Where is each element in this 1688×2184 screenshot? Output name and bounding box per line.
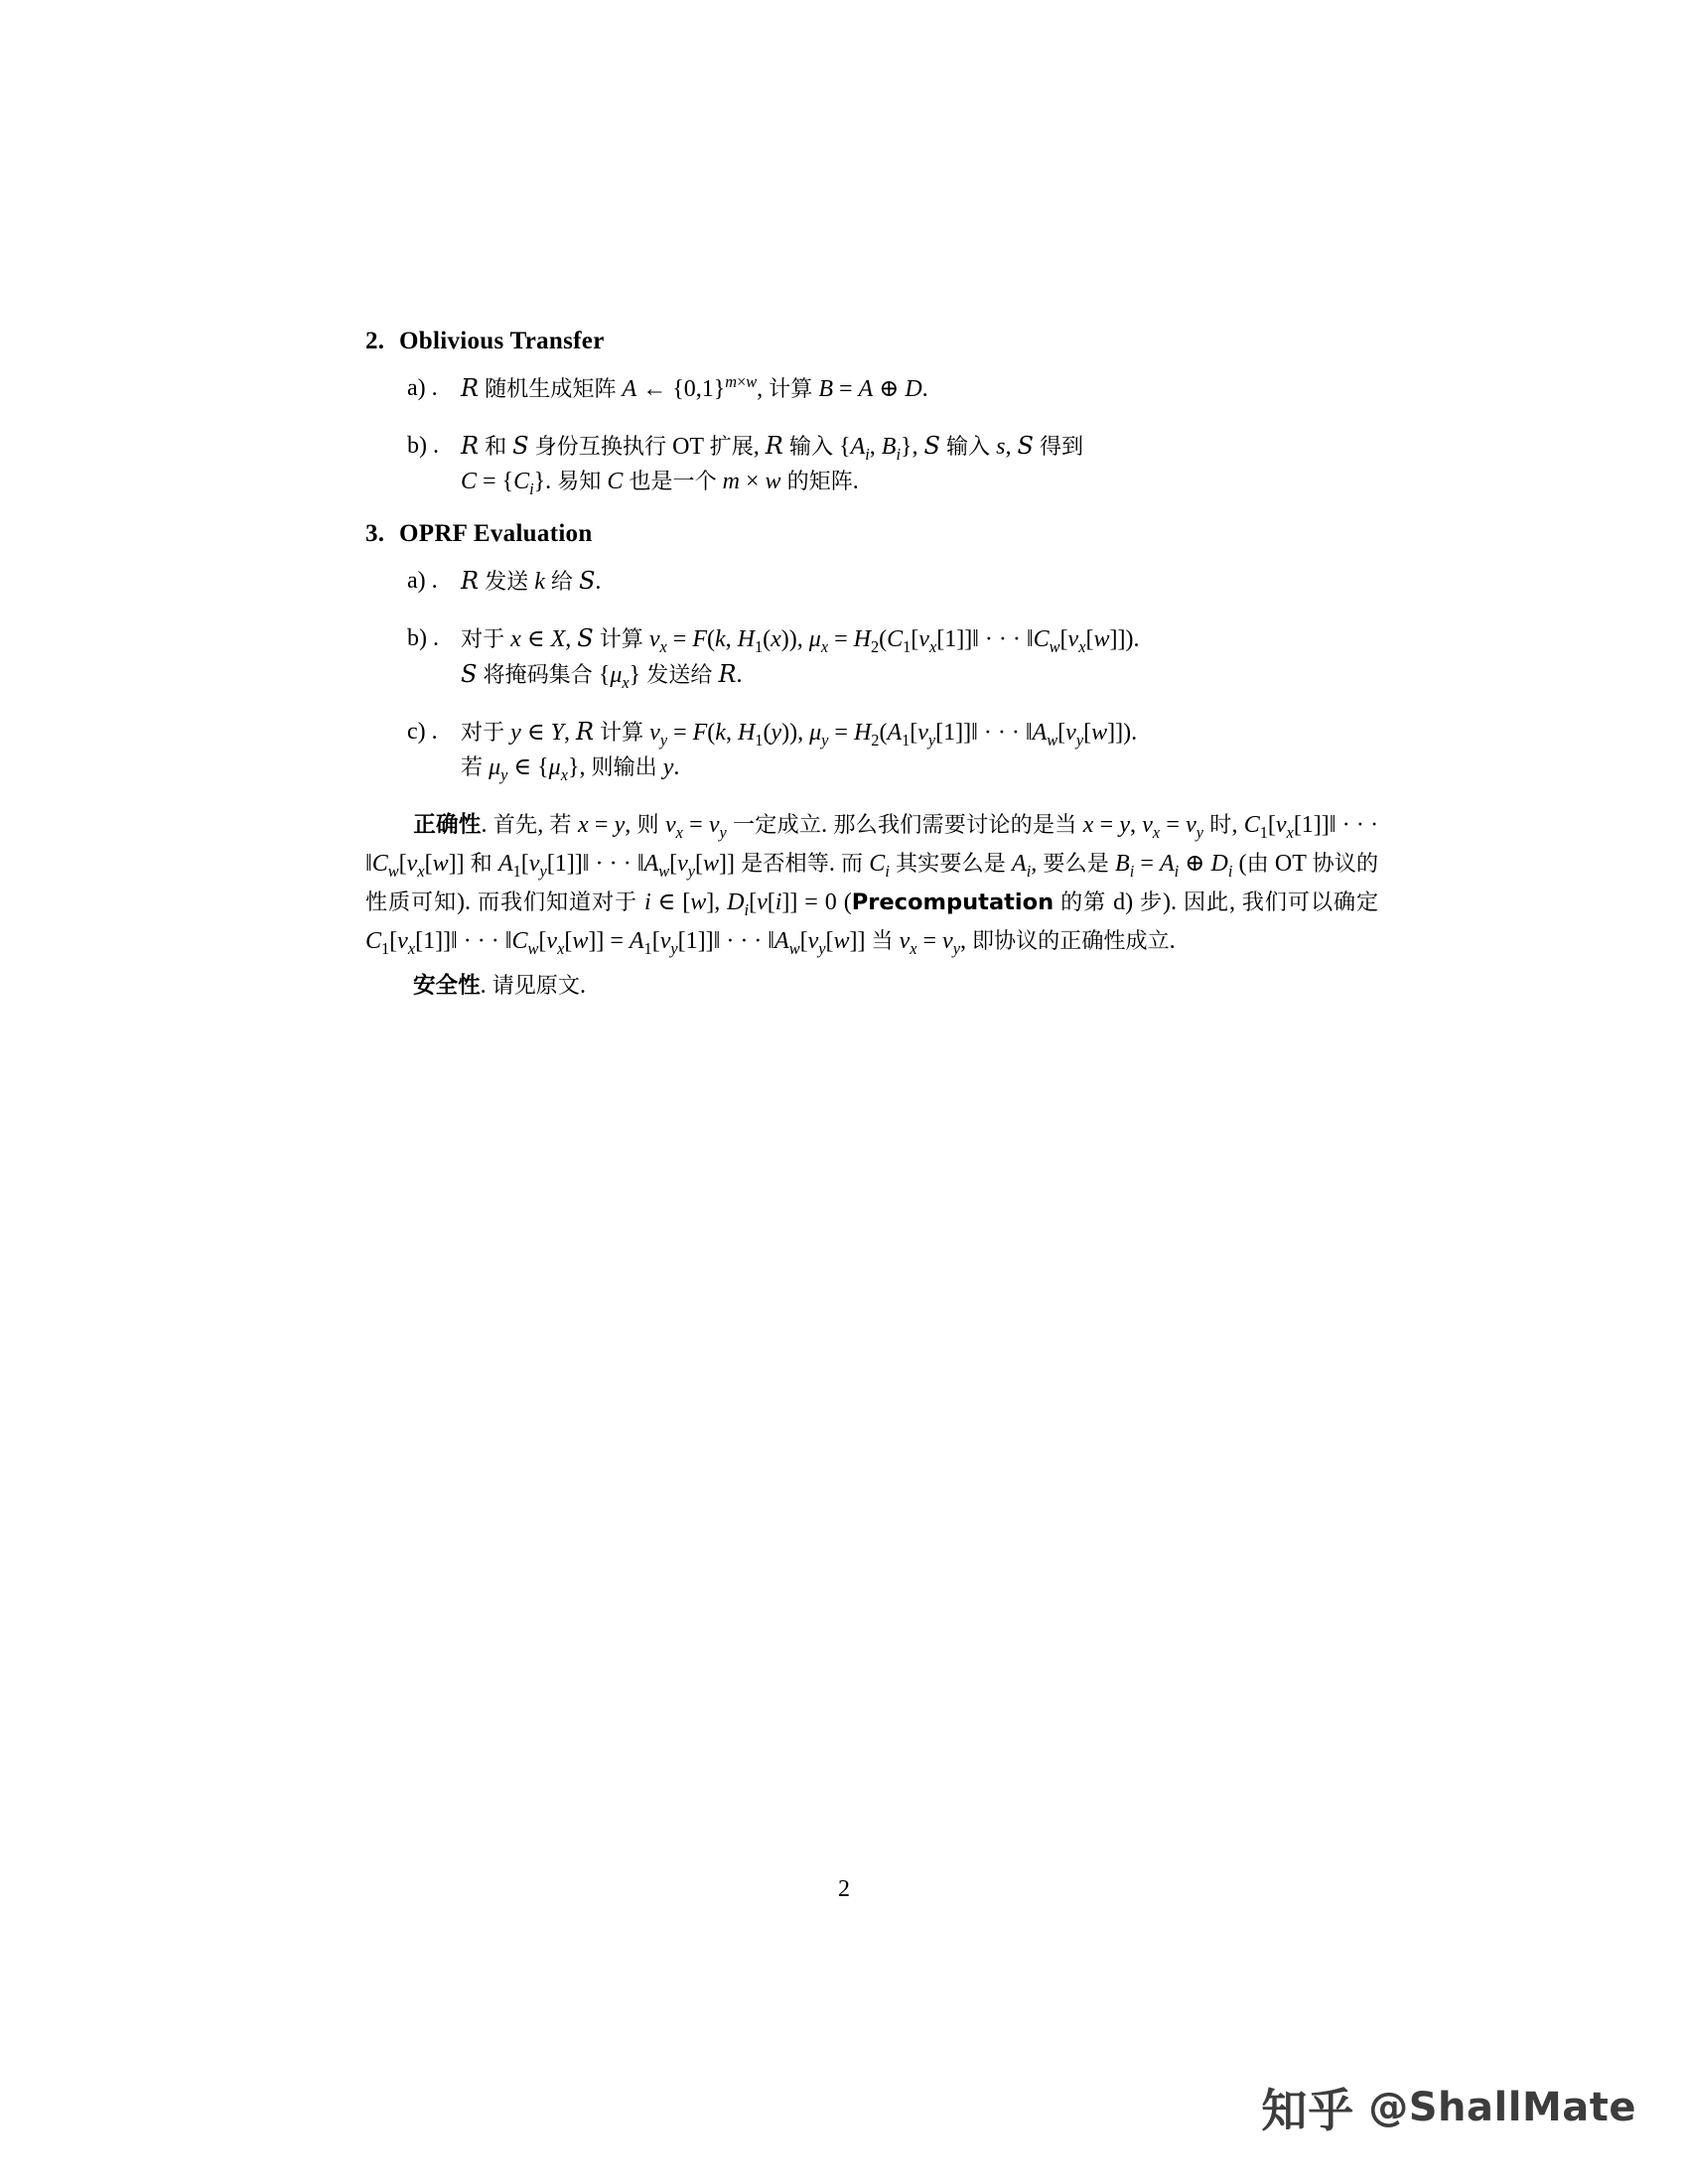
list-item-text: R 和 S 身份互换执行 OT 扩展, R 输入 {$A_i$, $B_i$}, S 输入 s, S 得到 $C = \{C_i\}$. 易知 C 也是一个 m × w 的矩阵. (461, 431, 1084, 498)
list-item (365, 371, 1378, 407)
list-item-text: R 发送 k 给 S. (461, 567, 602, 596)
list-item-label: a) . (407, 375, 438, 401)
list-item-label: b) . (407, 432, 439, 459)
paragraph-lead: 安全性 (413, 972, 481, 999)
list-item-label: a) . (407, 568, 438, 595)
section-heading (365, 520, 1378, 548)
list-item (365, 715, 1378, 785)
list-item-text: 对于 x ∈ X, S 计算 $v_x = F(k$, $H_1(x)$), $\mu_x$ = $H_2(C_1[v_x[1]]‖$ · · · $‖C_w[v_x[w]]$). S 将掩码集合 $\{\mu_x\}$ 发送给 R. (461, 624, 1140, 692)
zhihu-logo: 知乎 (1261, 2084, 1355, 2137)
list-item (365, 564, 1378, 600)
list-item (365, 621, 1378, 693)
section-oblivious-transfer (365, 328, 1378, 498)
list-item-text: R 随机生成矩阵 A ← $\{0,1\}^{m\times w}$, 计算 B = A ⊕ D. (461, 372, 928, 402)
document-body (365, 328, 1378, 1006)
section-number: 2. (365, 328, 385, 354)
watermark-handle: @ShallMate (1368, 2085, 1636, 2130)
section-number: 3. (365, 520, 385, 548)
page-number: 2 (838, 1876, 850, 1902)
paragraph-security (365, 967, 1378, 1006)
section-oprf-evaluation (365, 520, 1378, 784)
paragraph-text: . 请见原文. (480, 972, 586, 999)
paragraph-correctness (365, 806, 1378, 961)
paragraph-lead: 正确性 (413, 812, 482, 839)
watermark (1261, 2075, 1636, 2140)
section-heading (365, 328, 1378, 355)
list-item-label: b) . (407, 625, 439, 652)
list-item-label: c) . (407, 718, 438, 745)
list-item-text: 对于 y ∈ Y, R 计算 $v_y = F(k$, $H_1(y)$), $\mu_y$ = $H_2(A_1[v_y[1]]‖$ · · · $‖A_w[v_y[w]]$). 若 $\mu_y$ ∈ $\{\mu_x\}$, 则输出 y. (461, 717, 1138, 784)
section-title: OPRF Evaluation (399, 520, 593, 548)
paragraph-text: . 首先, 若 x = y, 则 $v_x = v_y$ 一定成立. 那么我们需要讨论的是当 x = y, $v_x = v_y$ 时, $C_1[v_x[1]]‖$ · · · $‖C_w[v_x[w]]$ 和 $A_1[v_y[1]]‖$ · · · $‖A_w[v_y[w]]$ 是否相等. 而 $C_i$ 其实要么是 $A_i$, 要么是 $B_i = A_i$ ⊕ $D_i$ (由 OT 协议的性质可知). 而我们知道对于 i ∈ [w], $D_i[v[i]] = 0$ (Precomputation 的第 d) 步). 因此, 我们可以确定 $C_1[v_x[1]]‖$ · · · $‖C_w[v_x[w]]$ = $A_1[v_y[1]]‖$ · · · $‖A_w[v_y[w]]$ 当 $v_x = v_y$, 即协议的正确性成立. (365, 812, 1379, 958)
list-item (365, 429, 1378, 499)
section-title: Oblivious Transfer (399, 328, 605, 354)
